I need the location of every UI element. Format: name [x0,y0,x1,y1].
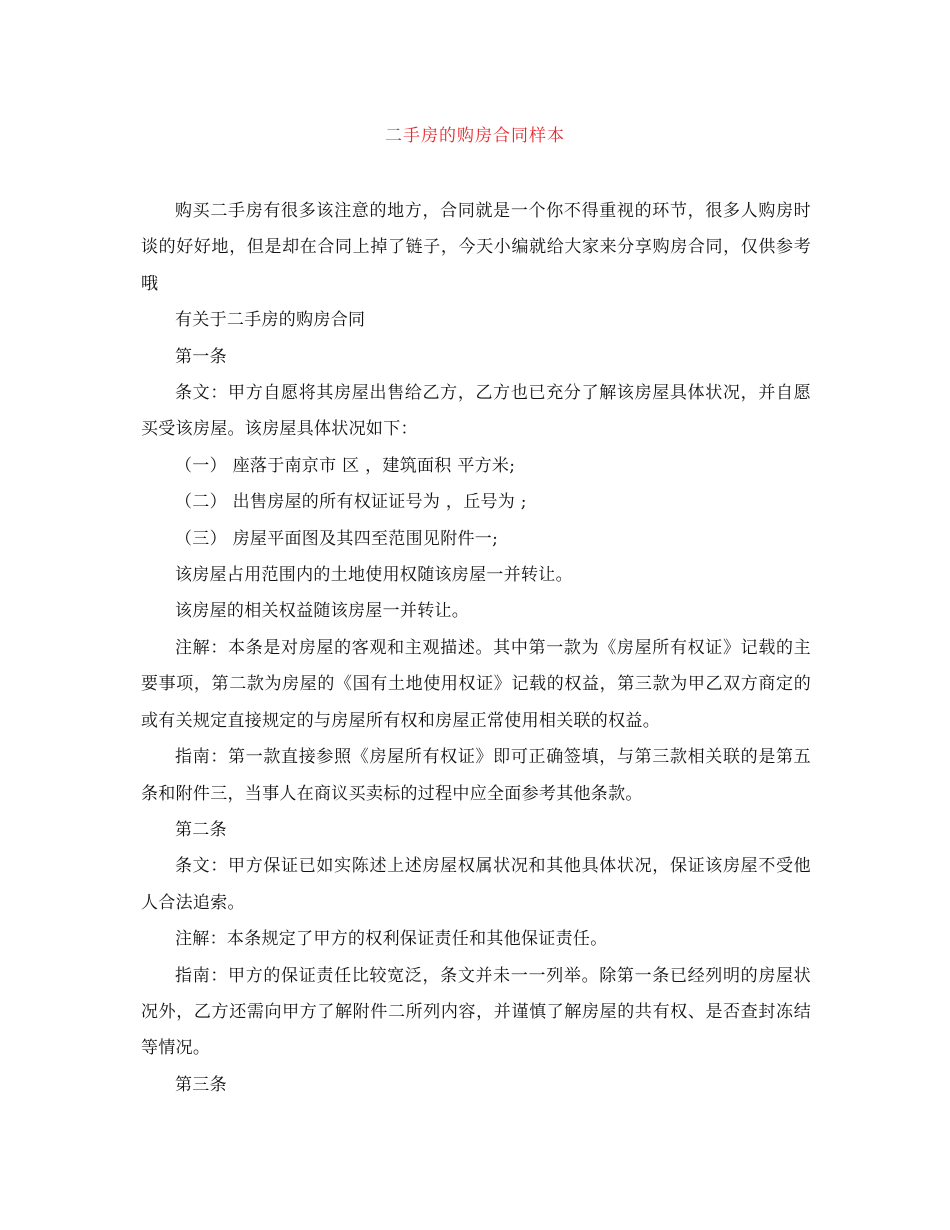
article-text: 条文：甲方保证已如实陈述上述房屋权属状况和其他具体状况，保证该房屋不受他人合法追索。 [141,856,811,913]
list-item: （一） 座落于南京市 区 ，建筑面积 平方米; [175,455,516,476]
list-item: （三） 房屋平面图及其四至范围见附件一; [175,528,499,549]
document-body [141,193,811,1103]
guide-paragraph: 指南：第一款直接参照《房屋所有权证》即可正确签填，与第三款相关联的是第五条和附件三，当事人在商议买卖标的过程中应全面参考其他条款。 [141,747,811,804]
list-item: （二） 出售房屋的所有权证证号为 ，丘号为 ; [175,492,527,513]
intro-paragraph: 购买二手房有很多该注意的地方，合同就是一个你不得重视的环节，很多人购房时谈的好好地，但是却在合同上掉了链子，今天小编就给大家来分享购房合同，仅供参考哦 [141,201,811,294]
document-title: 二手房的购房合同样本 [385,126,565,146]
article-heading: 第三条 [175,1074,227,1095]
annotation-paragraph: 注解：本条规定了甲方的权利保证责任和其他保证责任。 [175,929,608,950]
article-heading: 第二条 [175,819,227,840]
section-heading: 有关于二手房的购房合同 [175,310,366,331]
article-text: 该房屋占用范围内的土地使用权随该房屋一并转让。 [175,565,573,586]
article-text: 该房屋的相关权益随该房屋一并转让。 [175,601,470,622]
annotation-paragraph: 注解：本条是对房屋的客观和主观描述。其中第一款为《房屋所有权证》记载的主要事项，第二款为房屋的《国有土地使用权证》记载的权益，第三款为甲乙双方商定的或有关规定直接规定的与房屋所有权和房屋正常使用相关联的权益。 [141,637,811,731]
article-heading: 第一条 [175,346,227,367]
article-text: 条文：甲方自愿将其房屋出售给乙方，乙方也已充分了解该房屋具体状况，并自愿买受该房屋。该房屋具体状况如下： [141,383,811,440]
guide-paragraph: 指南：甲方的保证责任比较宽泛，条文并未一一列举。除第一条已经列明的房屋状况外，乙方还需向甲方了解附件二所列内容，并谨慎了解房屋的共有权、是否查封冻结等情况。 [141,965,811,1059]
